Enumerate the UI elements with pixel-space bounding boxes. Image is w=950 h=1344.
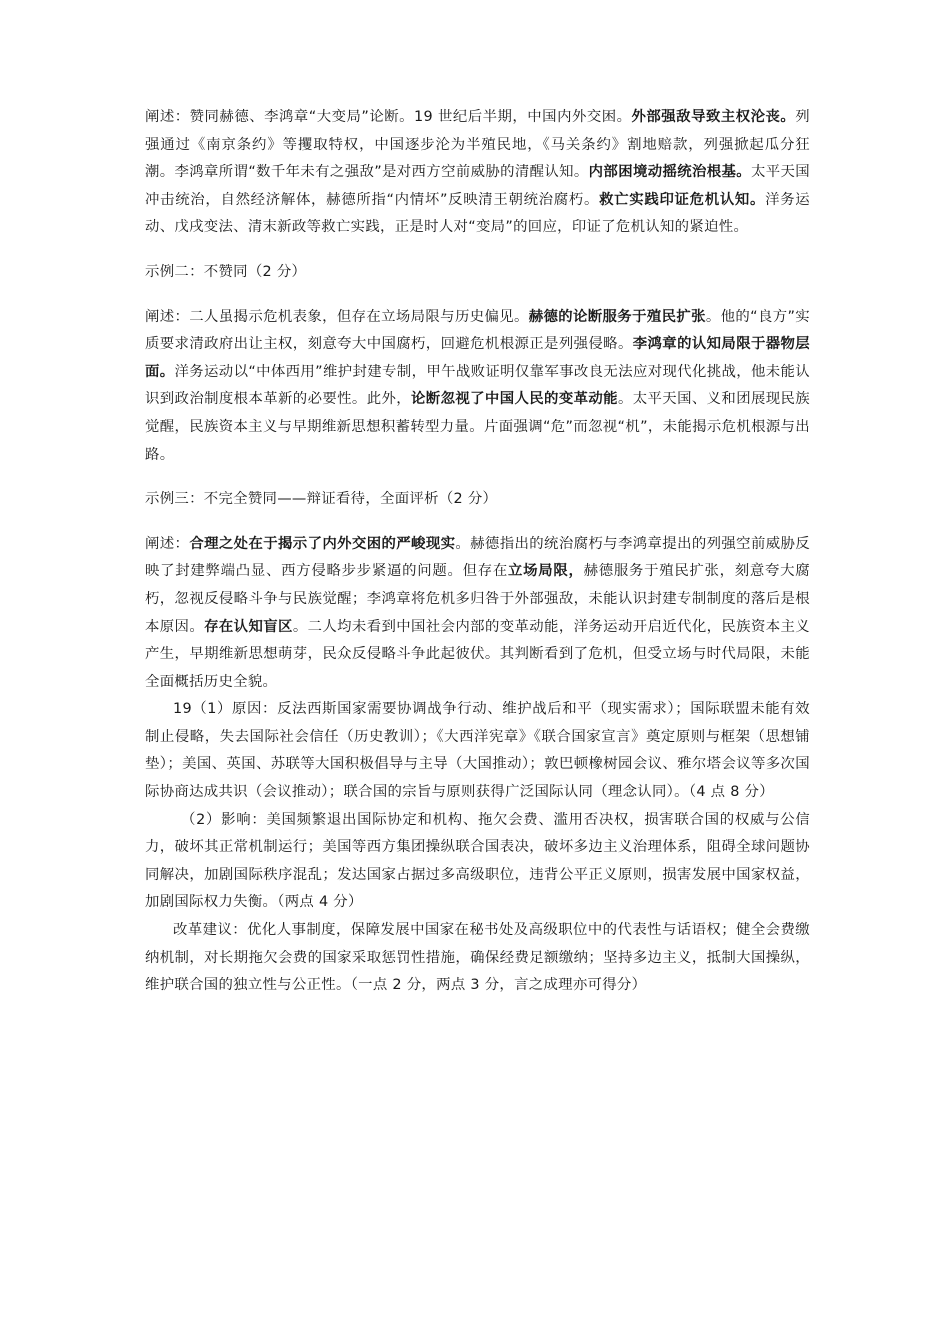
text-segment: 。他的“良方”实质要求清政府出让主权，刻意夸大中国腐朽，回避危机根源正是列强侵略。 — [145, 308, 810, 353]
text-segment: 阐述：二人虽揭示危机表象，但存在立场局限与历史偏见。 — [145, 308, 529, 325]
bold-point: 合理之处在于揭示了内外交困的严峻现实 — [189, 535, 456, 552]
text-segment: 。二人均未看到中国社会内部的变革动能，洋务运动开启近代化，民族资本主义产生，早期维新思想萌芽，民众反侵略斗争此起彼伏。其判断看到了危机，但受立场与时代局限，未能全面概括历史全貌。 — [145, 618, 810, 690]
text-segment: 太平天国冲击统治，自然经济解体，赫德所指“内情坏”反映清王朝统治腐朽。 — [145, 164, 810, 208]
paragraph-q19-reform: 改革建议：优化人事制度，保障发展中国家在秘书处及高级职位中的代表性与话语权；健全会费缴纳机制，对长期拖欠会费的国家采取惩罚性措施，确保经费足额缴纳；坚持多边主义，抵制大国操纵，维护联合国的独立性与公正性。（一点 2 分，两点 3 分，言之成理亦可得分） — [145, 922, 810, 994]
bold-point: 外部强敌导致主权沦丧。 — [631, 109, 796, 125]
paragraph-example-one — [145, 104, 810, 242]
text-segment: 阐述：赞同赫德、李鸿章“大变局”论断。19 世纪后半期，中国内外交困。 — [145, 109, 632, 125]
paragraph-q19-reasons: 19（1）原因：反法西斯国家需要协调战争行动、维护战后和平（现实需求）；国际联盟未能有效制止侵略，失去国际社会信任（历史教训）；《大西洋宪章》《联合国家宣言》奠定原则与框架（思想铺垫）；美国、英国、苏联等大国积极倡导与主导（大国推动）；敦巴顿橡树园会议、雅尔塔会议等多次国际协商达成共识（会议推动）；联合国的宗旨与原则获得广泛国际认同（理念认同）。（4 点 8 分） — [145, 701, 810, 801]
text-segment: 。太平天国、义和团展现民族觉醒，民族资本主义与早期维新思想积蓄转型力量。片面强调“危”而忽视“机”，未能揭示危机根源与出路。 — [145, 391, 810, 463]
bold-point: 存在认知盲区 — [204, 618, 293, 635]
bold-point: 内部困境动摇统治根基。 — [588, 164, 752, 181]
document-page — [145, 104, 810, 1000]
bold-point: 赫德的论断服务于殖民扩张 — [528, 308, 706, 325]
paragraph-example-two — [145, 304, 810, 470]
text-segment: 洋务运动、戊戌变法、清末新政等救亡实践，正是时人对“变局”的回应，印证了危机认知的紧迫性。 — [145, 191, 810, 236]
bold-point: 立场局限， — [507, 563, 584, 580]
heading-example-two: 示例二：不赞同（2 分） — [145, 263, 307, 280]
text-segment: 赫德服务于殖民扩张，刻意夸大腐朽，忽视反侵略斗争与民族觉醒；李鸿章将危机多归咎于外部强敌，未能认识封建专制制度的落后是根本原因。 — [145, 563, 810, 635]
paragraph-example-three — [145, 531, 810, 697]
bold-point: 论断忽视了中国人民的变革动能 — [411, 391, 618, 408]
text-segment: 。赫德指出的统治腐朽与李鸿章提出的列强空前威胁反映了封建弊端凸显、西方侵略步步紧逼的问题。但存在 — [145, 535, 810, 580]
heading-example-three: 示例三：不完全赞同——辩证看待，全面评析（2 分） — [145, 491, 498, 508]
text-segment: 列强通过《南京条约》等攫取特权，中国逐步沦为半殖民地，《马关条约》割地赔款，列强掀起瓜分狂潮。李鸿章所谓“数千年未有之强敌”是对西方空前威胁的清醒认知。 — [145, 109, 810, 181]
paragraph-q19-impact: （2）影响：美国频繁退出国际协定和机构、拖欠会费、滥用否决权，损害联合国的权威与公信力，破坏其正常机制运行；美国等西方集团操纵联合国表决，破坏多边主义治理体系，阻碍全球问题协同解决，加剧国际秩序混乱；发达国家占据过多高级职位，违背公平正义原则，损害发展中国家权益，加剧国际权力失衡。（两点 4 分） — [145, 811, 810, 911]
text-segment: 阐述： — [145, 535, 190, 552]
bold-point: 李鸿章的认知局限于器物层面。 — [145, 336, 810, 380]
bold-point: 救亡实践印证危机认知。 — [599, 191, 766, 208]
text-segment: 洋务运动以“中体西用”维护封建专制，甲午战败证明仅靠军事改良无法应对现代化挑战，他未能认识到政治制度根本革新的必要性。此外， — [145, 363, 810, 408]
